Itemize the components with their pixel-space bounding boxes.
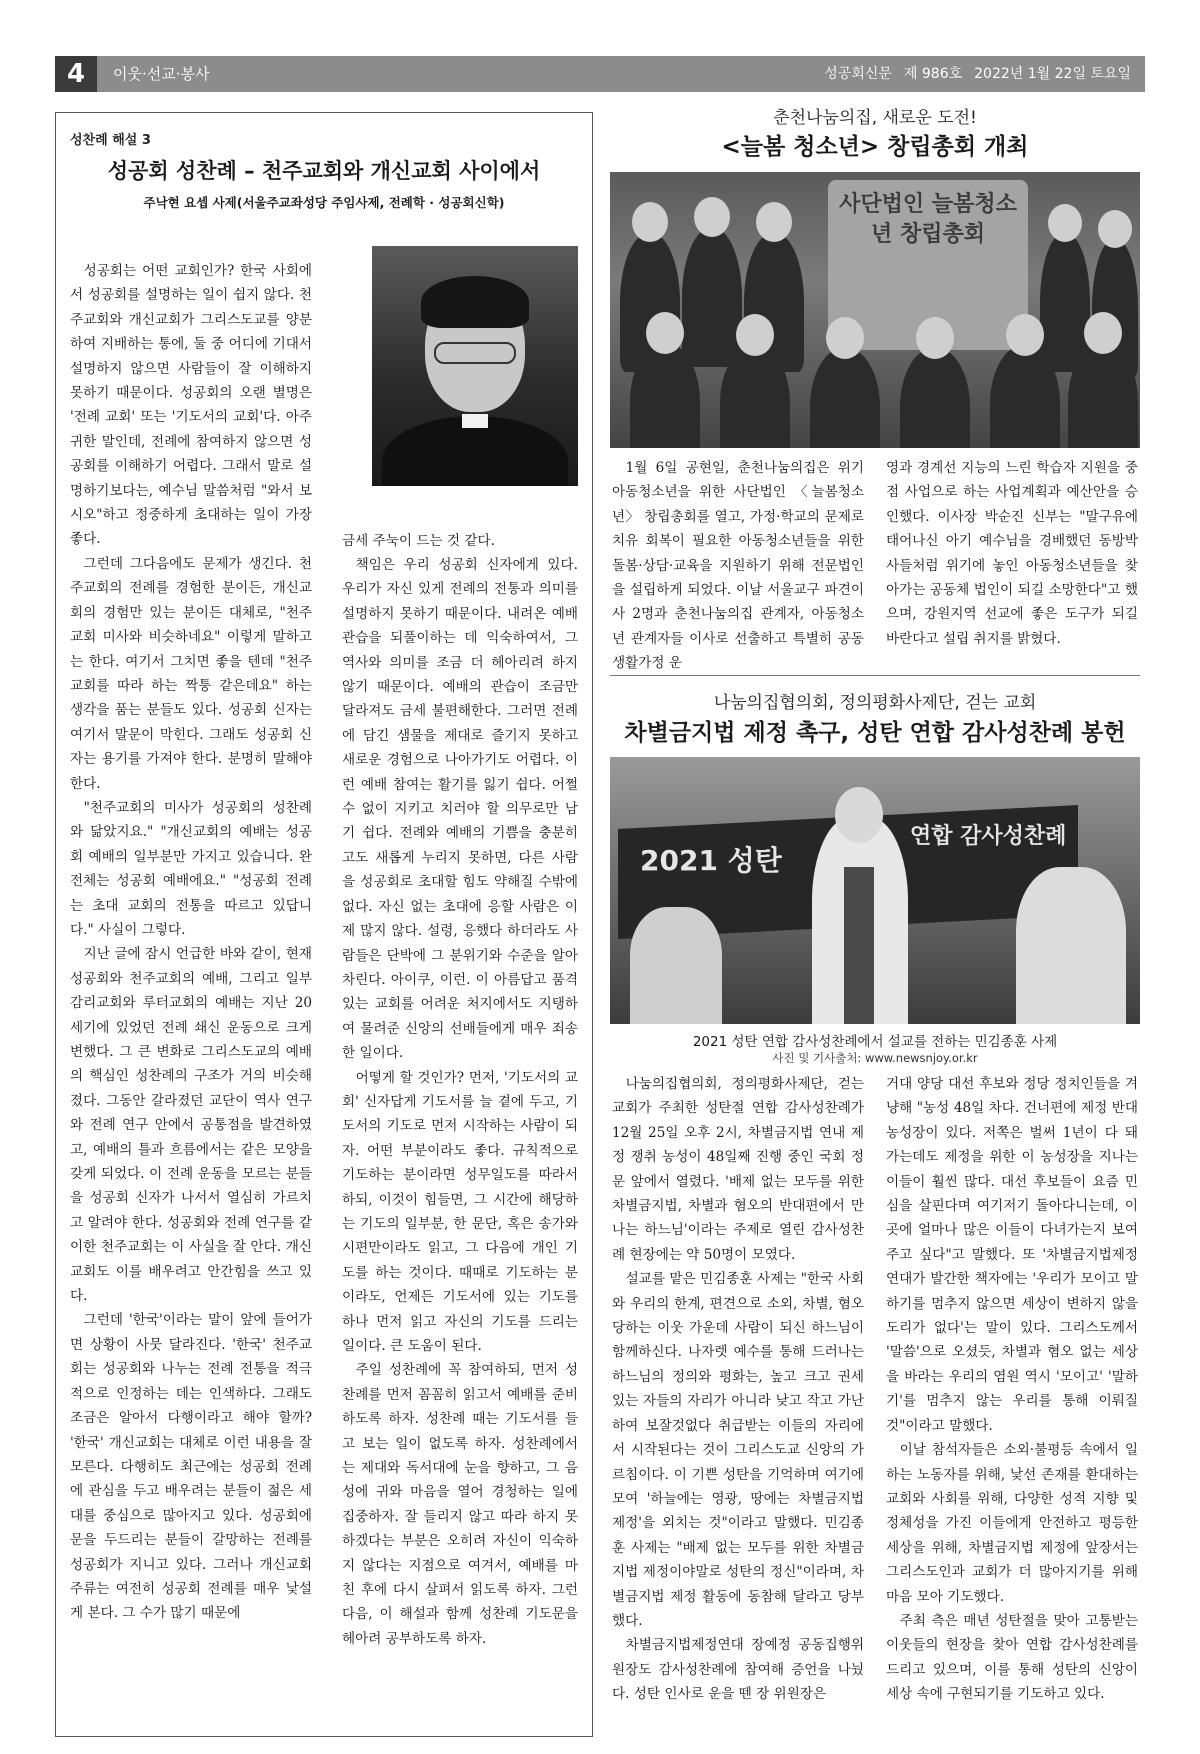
paragraph: 설교를 맡은 민김종훈 사제는 "한국 사회와 우리의 한계, 편견으로 소외, 차별, 혐오당하는 이웃 가운데 사람이 되신 하느님이 함께하신다. 나자렛 예수를 통해 드러나는 하느님의 정의와 평화는, 높고 크고 권세 있는 자들의 자리가 아니라 낮고 작고 가난하여 보잘것없다 취급받는 이들의 자리에서 시작된다는 것이 그리스도교 신앙의 가르침이다. 이 기쁜 성탄을 기억하며 여기에 모여 '하늘에는 영광, 땅에는 차별금지법 제정'을 외치는 것"이라고 말했다. 민김종훈 사제는 "배제 없는 모두를 위한 차별금지법 제정이야말로 성탄의 정신"이라며, 차별금지법 제정 활동에 동참해 달라고 당부했다. (612, 1271, 864, 1629)
article-column-2 (342, 553, 578, 1651)
paragraph: 영과 경계선 지능의 느린 학습자 지원을 중점 사업으로 하는 사업계획과 예산안을 승인했다. 이사장 박순진 신부는 "말구유에 태어나신 아기 예수님을 경배했던 동방박사들처럼 위기에 놓인 아동청소년들을 찾아가는 공동체 법인이 되길 소망한다"고 했으며, 강원지역 선교에 좋은 도구가 되길 바란다고 설립 취지를 밝혔다. (886, 460, 1138, 647)
story2-title: 차별금지법 제정 촉구, 성탄 연합 감사성찬례 봉헌 (624, 720, 1126, 746)
photo-banner-text: 연합 감사성찬례 (910, 824, 1067, 849)
article-column-1 (70, 259, 312, 1626)
paragraph: 어떻게 할 것인가? 먼저, '기도서의 교회' 신자답게 기도서를 늘 곁에 두고, 기도서의 기도로 먼저 시작하는 사람이 되자. 어떤 부분이라도 좋다. 규칙적으로 기도하는 분이라면 성무일도를 따라서 하되, 이것이 힘들면, 그 시간에 해당하는 기도의 일부분, 한 문단, 혹은 송가와 시편만이라도 읽고, 그 다음에 개인 기도를 하는 것이다. 때때로 기도하는 분이라도, 언제든 기도서에 있는 기도를 하나 먼저 읽고 자신의 기도를 드리는 일이다. 큰 도움이 된다. (342, 1069, 578, 1354)
photo-banner-text: 사단법인 늘봄청소년 창립총회 (839, 192, 1017, 247)
paragraph: 차별금지법제정연대 장예정 공동집행위원장도 감사성찬례에 참여해 증언을 나눴다. 성탄 인사로 운을 뗀 장 위원장은 (612, 1637, 864, 1703)
paper-info (812, 56, 1131, 92)
series-label: 성찬례 해설 3 (70, 133, 151, 148)
article-title: 성공회 성찬례 – 천주교회와 개신교회 사이에서 (107, 159, 541, 183)
paragraph: 이날 참석자들은 소외·불평등 속에서 일하는 노동자를 위해, 낯선 존재를 환대하는 교회와 사회를 위해, 다양한 성적 지향 및 정체성을 가진 이들에게 안전하고 평등한 세상을 위해, 차별금지법 제정에 앞장서는 그리스도인과 교회가 더 많아지기를 위해 마음 모아 기도했다. (886, 1442, 1138, 1605)
story1-column-2 (886, 456, 1138, 651)
story2-kicker: 나눔의집협의회, 정의평화사제단, 걷는 교회 (713, 693, 1037, 713)
paragraph: 지난 글에 잠시 언급한 바와 같이, 현재 성공회와 천주교회의 예배, 그리고 일부 감리교회와 루터교회의 예배는 지난 20세기에 있었던 전례 쇄신 운동으로 크게 변했다. 그 큰 변화로 그리스도교의 예배의 핵심인 성찬례의 구조가 거의 비슷해졌다. 그동안 갈라졌던 교단이 역사 연구와 전례 연구 안에서 공통점을 발견하였고, 예배의 틀과 흐름에서는 같은 모양을 갖게 되었다. 이 전례 운동을 모르는 분들을 성공회 신자가 나서서 열심히 가르치고 알려야 한다. 성공회와 전례 연구를 같이한 천주교회는 이 사실을 잘 안다. 개신교회도 이를 배우려고 안간힘을 쓰고 있다. (70, 946, 312, 1305)
photo-credit: 사진 및 기사출처: www.newsnjoy.or.kr (772, 1051, 978, 1065)
paragraph: 주최 측은 매년 성탄절을 맞아 고통받는 이웃들의 현장을 찾아 연합 감사성찬례를 드리고 있으며, 이를 통해 성탄의 신앙이 세상 속에 구현되기를 기도하고 있다. (886, 1612, 1138, 1703)
issue-date: 2022년 1월 22일 토요일 (974, 66, 1131, 82)
paragraph: 나눔의집협의회, 정의평화사제단, 걷는 교회가 주최한 성탄절 연합 감사성찬례가 12월 25일 오후 2시, 차별금지법 연내 제정 쟁취 농성이 48일째 진행 중인 국회 정문 앞에서 열렸다. '배제 없는 모두를 위한 차별금지법, 차별과 혐오의 반대편에서 만나는 하느님'이라는 주제로 열린 감사성찬례 현장에는 약 50명이 모였다. (612, 1076, 864, 1263)
paper-name: 성공회신문 (824, 66, 892, 82)
story2-column-1 (612, 1072, 864, 1707)
photo-priest-head (835, 787, 883, 843)
photo-person (1016, 867, 1126, 1024)
page-header (55, 56, 1145, 92)
story2-column-2 (886, 1072, 1138, 1707)
issue-number: 제 986호 (903, 66, 963, 82)
liturgy-column-article (55, 112, 593, 1737)
column-continuation: 금세 주눅이 드는 것 같다. (342, 533, 495, 549)
photo-banner-year: 2021 성탄 (640, 844, 782, 877)
article-byline: 주낙현 요셉 사제(서울주교좌성당 주임사제, 전례학 · 성공회신학) (143, 195, 505, 210)
page-number: 4 (55, 56, 97, 92)
paragraph: 주일 성찬례에 꼭 참여하되, 먼저 성찬례를 먼저 꼼꼼히 읽고서 예배를 준비하도록 하자. 성찬례 때는 기도서를 들고 보는 일이 없도록 하자. 성찬례에서는 제대와 독서대에 눈을 향하고, 그 음성에 귀와 마음을 열어 경청하는 일에 집중하자. 잘 들리지 않고 따라 하지 못하겠다는 부분은 오히려 자신이 익숙하지 않다는 지점으로 여겨서, 예배를 마친 후에 다시 살펴서 읽도록 하자. 그런 다음, 이 해설과 함께 성찬례 기도문을 헤아려 공부하도록 하자. (342, 1362, 578, 1647)
story1-kicker: 춘천나눔의집, 새로운 도전! (773, 108, 977, 128)
story-divider (610, 675, 1140, 676)
photo-stole (844, 867, 874, 1024)
paragraph: 그런데 그다음에도 문제가 생긴다. 천주교회의 전례를 경험한 분이든, 개신교회의 경험만 있는 분이든 대체로, "천주교회 미사와 비슷하네요" 이렇게 말하고는 한다. 여기서 그치면 좋을 텐데 "천주교회를 따라 하는 짝퉁 같은데요" 하는 생각을 품는 분들도 있다. 성공회 신자는 여기서 말문이 막힌다. 그래도 성공회 신자는 용기를 가져야 한다. 분명히 말해야 한다. (70, 555, 312, 792)
photo-caption: 2021 성탄 연합 감사성찬례에서 설교를 전하는 민김종훈 사제 (692, 1034, 1058, 1050)
story1-column-1 (612, 456, 864, 676)
paragraph: 책임은 우리 성공회 신자에게 있다. 우리가 자신 있게 전례의 전통과 의미를 설명하지 못하기 때문이다. 내려온 예배 관습을 되풀이하는 데 익숙하여서, 그 역사와 의미를 조금 더 헤아리려 하지 않기 때문이다. 예배의 관습이 조금만 달라져도 금세 불편해한다. 그러면 전례에 담긴 샘물을 제대로 즐기지 못하고 새로운 경험으로 나아가기도 어렵다. 이런 예배 참여는 활기를 잃기 쉽다. 어쩔 수 없이 지키고 치러야 할 의무로만 남기 쉽다. 전례와 예배의 기쁨을 충분히 고도 새롭게 누리지 못하면, 다른 사람을 성공회로 초대할 힘도 약해질 수밖에 없다. 자신 없는 초대에 응할 사람은 이제 많지 않다. 설령, 응했다 하더라도 사람들은 단박에 그 분위기와 수준을 알아차린다. 아이쿠, 이런. 이 아름답고 품격 있는 교회를 어려운 처지에서도 지탱하여 물려준 신앙의 선배들에게 매우 죄송한 일이다. (342, 557, 578, 1062)
author-portrait (372, 246, 578, 486)
story2-photo (610, 757, 1140, 1024)
section-name: 이웃·선교·봉사 (113, 65, 210, 83)
story1-group-photo (610, 172, 1140, 448)
paragraph: 성공회는 어떤 교회인가? 한국 사회에서 성공회를 설명하는 일이 쉽지 않다. 천주교회와 개신교회가 그리스도교를 양분하여 지배하는 통에, 둘 중 어디에 기대서 설명하지 않으면 사람들이 잘 이해하지 못하기 때문이다. 성공회의 오랜 별명은 '전례 교회' 또는 '기도서의 교회'다. 아주 귀한 말인데, 전례에 참여하지 않으면 성공회를 이해하기 어렵다. 그래서 말로 설명하기보다는, 예수님 말씀처럼 "와서 보시오"하고 정중하게 초대하는 일이 가장 좋다. (70, 263, 312, 548)
paragraph: "천주교회의 미사가 성공회의 성찬례와 닮았지요." "개신교회의 예배는 성공회 예배의 일부분만 가지고 있습니다. 완전체는 성공회 예배에요." "성공회 전례는 초대 교회의 전통을 따르고 있답니다." 사실이 그렇다. (70, 799, 312, 938)
paragraph: 그런데 '한국'이라는 말이 앞에 들어가면 상황이 사뭇 달라진다. '한국' 천주교회는 성공회와 나누는 전례 전통을 적극적으로 인정하는 데는 인색하다. 그래도 조금은 알아서 다행이라고 해야 할까? '한국' 개신교회는 대체로 이런 내용을 잘 모른다. 다행히도 최근에는 성공회 전례에 관심을 두고 배우려는 분들이 젊은 세대를 중심으로 많아지고 있다. 성공회에 문을 두드리는 분들이 갈망하는 전례를 성공회가 지니고 있다. 그러나 개신교회 주류는 여전히 성공회 전례를 매우 낯설게 본다. 그 수가 많기 때문에 (70, 1312, 312, 1622)
story1-title: <늘봄 청소년> 창립총회 개최 (721, 134, 1029, 160)
paragraph: 1월 6일 공현일, 춘천나눔의집은 위기 아동청소년을 위한 사단법인 〈늘봄청소년〉 창립총회를 열고, 가정·학교의 문제로 치유 회복이 필요한 아동청소년들을 위한 돌봄·상담·교육을 지원하기 위해 전문법인을 설립하게 되었다. 이날 서울교구 파견이사 2명과 춘천나눔의집 관계자, 아동청소년 관계자들 이사로 선출하고 특별히 공동생활가정 운 (612, 460, 864, 672)
photo-person (630, 907, 722, 1024)
paragraph: 거대 양당 대선 후보와 정당 정치인들을 겨냥해 "농성 48일 차다. 건너편에 제정 반대 농성장이 있다. 저쪽은 벌써 1년이 다 돼 가는데도 제정을 위한 이 농성장을 지나는 이들이 훨씬 많다. 대선 후보들이 요즘 민심을 살핀다며 여기저기 돌아다니는데, 이곳에 얼마나 많은 이들이 다녀가는지 보여주고 싶다"고 말했다. 또 '차별금지법제정연대가 발간한 책자에는 '우리가 모이고 말하기를 멈추지 않으면 세상이 변하지 않을 도리가 없다'는 말이 있다. 그리스도께서 '말씀'으로 오셨듯, 차별과 혐오 없는 세상을 바라는 우리의 염원 역시 '모이고' '말하기'를 멈추지 않는 우리를 통해 이뤄질 것"이라고 말했다. (886, 1076, 1138, 1434)
